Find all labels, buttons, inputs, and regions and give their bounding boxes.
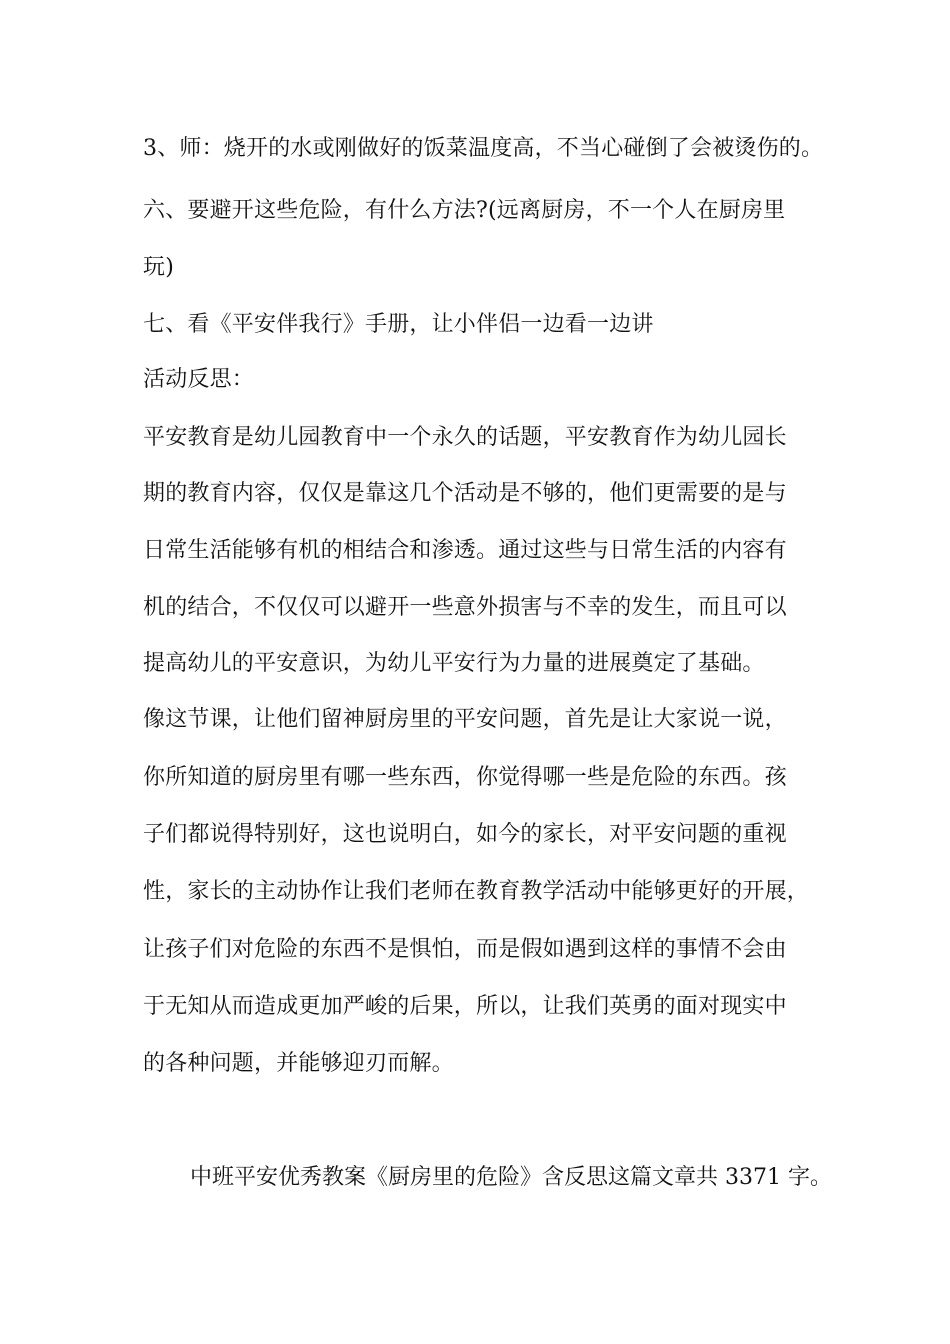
text-line-8: 日常生活能够有机的相结合和渗透。通过这些与日常生活的内容有 (143, 538, 787, 563)
text-line-14: 性，家长的主动协作让我们老师在教育教学活动中能够更好的开展， (143, 879, 810, 904)
text-line-7: 期的教育内容，仅仅是靠这几个活动是不够的，他们更需要的是与 (143, 481, 787, 506)
text-line-4: 七、看《平安伴我行》手册，让小伴侣一边看一边讲 (143, 312, 654, 337)
text-line-2: 六、要避开这些危险，有什么方法?(远离厨房，不一个人在厨房里 (143, 198, 786, 223)
text-line-3: 玩) (143, 255, 174, 280)
text-line-1: 3、师：烧开的水或刚做好的饭菜温度高，不当心碰倒了会被烫伤的。 (143, 136, 824, 161)
text-line-11: 像这节课，让他们留神厨房里的平安问题，首先是让大家说一说， (143, 707, 787, 732)
text-line-13: 子们都说得特别好，这也说明白，如今的家长，对平安问题的重视 (143, 822, 787, 847)
text-line-17: 的各种问题，并能够迎刃而解。 (143, 1051, 454, 1076)
section-heading-reflection: 活动反思： (143, 367, 255, 392)
document-footer: 中班平安优秀教案《厨房里的危险》含反思这篇文章共 3371 字。 (190, 1165, 832, 1190)
text-line-6: 平安教育是幼儿园教育中一个永久的话题，平安教育作为幼儿园长 (143, 425, 787, 450)
text-line-9: 机的结合，不仅仅可以避开一些意外损害与不幸的发生，而且可以 (143, 595, 787, 620)
text-line-15: 让孩子们对危险的东西不是惧怕，而是假如遇到这样的事情不会由 (143, 937, 787, 962)
text-line-16: 于无知从而造成更加严峻的后果，所以，让我们英勇的面对现实中 (143, 994, 787, 1019)
text-line-10: 提高幼儿的平安意识，为幼儿平安行为力量的进展奠定了基础。 (143, 651, 765, 676)
text-line-12: 你所知道的厨房里有哪一些东西，你觉得哪一些是危险的东西。孩 (143, 765, 787, 790)
